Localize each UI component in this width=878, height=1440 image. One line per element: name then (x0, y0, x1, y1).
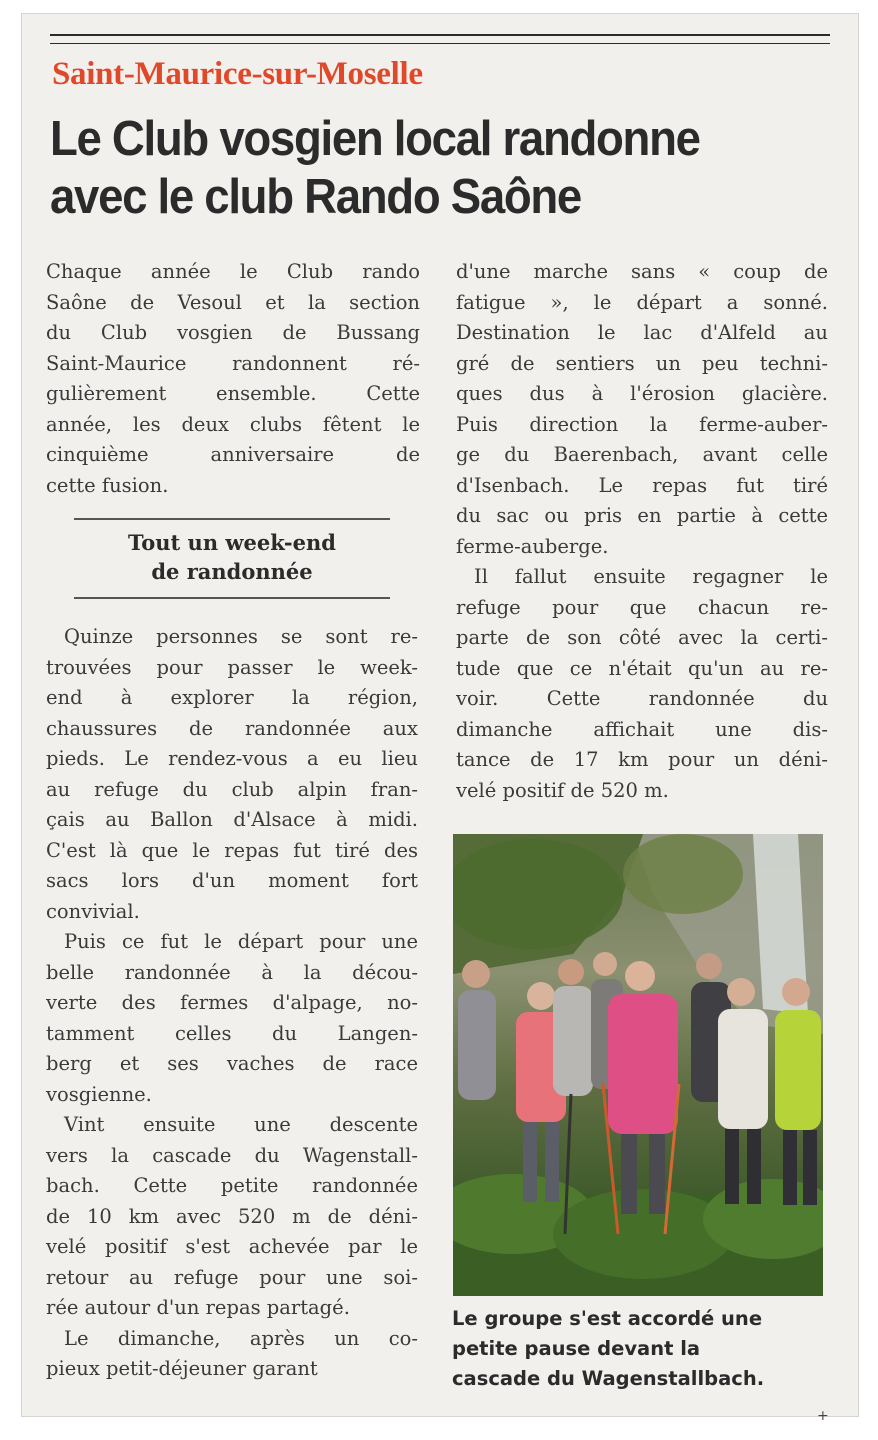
top-rule-thin (50, 43, 830, 44)
text-line: chaussures de randonnée aux (46, 716, 418, 740)
text-line: Saint-Maurice randonnent ré- (46, 351, 420, 375)
caption-line-3: cascade du Wagenstallbach. (452, 1367, 765, 1390)
crosshair-mark-icon: + (817, 1408, 829, 1424)
text-line: dimanche affichait une dis- (456, 717, 828, 741)
location-kicker: Saint-Maurice-sur-Moselle (52, 56, 423, 92)
text-line: rée autour d'un repas partagé. (46, 1296, 350, 1319)
text-line: çais au Ballon d'Alsace à midi. (46, 808, 418, 831)
text-line: voir. Cette randonnée du (456, 687, 828, 710)
text-line: C'est là que le repas fut tiré des (46, 838, 418, 862)
text-line: end à explorer la région, (46, 686, 418, 709)
text-line: parte de son côté avec la certi- (456, 626, 828, 649)
text-line: velé positif de 520 m. (456, 778, 669, 802)
text-line: d'une marche sans « coup de (456, 260, 828, 283)
text-line: refuge pour que chacun re- (456, 595, 828, 619)
text-line: tude que ce n'était qu'un au re- (456, 656, 828, 680)
text-line: cinquième anniversaire de (46, 443, 420, 466)
left-column-intro (46, 257, 420, 501)
text-line: belle randonnée à la décou- (46, 960, 418, 984)
text-line: Puis direction la ferme-auber- (456, 412, 828, 436)
subhead-line-1: Tout un week-end (128, 530, 336, 555)
caption-line-2: petite pause devant la (452, 1337, 701, 1360)
text-line: tance de 17 km pour un déni- (456, 748, 828, 771)
text-line: d'Isenbach. Le repas fut tiré (456, 473, 828, 497)
text-line: au refuge du club alpin fran- (46, 777, 418, 801)
text-line: Chaque année le Club rando (46, 260, 420, 283)
text-line: sacs lors d'un moment fort (46, 869, 418, 892)
text-line: vosgienne. (46, 1082, 152, 1106)
text-line: Destination le lac d'Alfeld au (456, 321, 828, 344)
text-line: bach. Cette petite randonnée (46, 1174, 418, 1197)
text-line: pieds. Le rendez-vous a eu lieu (46, 747, 418, 770)
text-line: cette fusion. (46, 473, 169, 497)
text-line: convivial. (46, 899, 140, 923)
group-photo (453, 834, 823, 1296)
caption-line-1: Le groupe s'est accordé une (452, 1307, 763, 1330)
top-rule (50, 34, 830, 36)
text-line: année, les deux clubs fêtent le (46, 412, 420, 436)
text-line: ques dus à l'érosion glacière. (456, 382, 828, 405)
text-line: Il fallut ensuite regagner le (474, 565, 828, 588)
text-line: berg et ses vaches de race (46, 1052, 418, 1075)
text-line: retour au refuge pour une soi- (46, 1265, 418, 1289)
subhead-line-2: de randonnée (151, 559, 313, 584)
text-line: ge du Baerenbach, avant celle (456, 443, 828, 466)
text-line: pieux petit-déjeuner garant (46, 1357, 318, 1380)
text-line: gré de sentiers un peu techni- (456, 351, 828, 375)
headline-line-2: avec le club Rando Saône (50, 170, 581, 224)
text-line: fatigue », le départ a sonné. (456, 290, 828, 314)
left-column-body (46, 622, 418, 1385)
text-line: velé positif s'est achevée par le (46, 1235, 418, 1258)
text-line: vers la cascade du Wagenstall- (46, 1143, 418, 1167)
subhead-rule-top (74, 518, 390, 520)
photo-caption (452, 1304, 832, 1394)
text-line: gulièrement ensemble. Cette (46, 382, 420, 405)
text-line: du Club vosgien de Bussang (46, 321, 420, 344)
subhead-rule-bottom (74, 597, 390, 599)
text-line: du sac ou pris en partie à cette (456, 504, 828, 527)
article-headline (50, 110, 794, 226)
text-line: de 10 km avec 520 m de déni- (46, 1204, 418, 1228)
headline-line-1: Le Club vosgien local randonne (50, 112, 700, 166)
text-line: Quinze personnes se sont re- (64, 625, 418, 648)
text-line: tamment celles du Langen- (46, 1021, 418, 1045)
section-subhead (74, 528, 390, 586)
text-line: ferme-auberge. (456, 534, 609, 558)
text-line: trouvées pour passer le week- (46, 655, 418, 679)
right-column-body (456, 257, 828, 806)
text-line: Saône de Vesoul et la section (46, 290, 420, 314)
text-line: verte des fermes d'alpage, no- (46, 991, 418, 1014)
text-line: Le dimanche, après un co- (64, 1326, 418, 1350)
text-line: Puis ce fut le départ pour une (64, 930, 418, 953)
text-line: Vint ensuite une descente (64, 1113, 418, 1136)
